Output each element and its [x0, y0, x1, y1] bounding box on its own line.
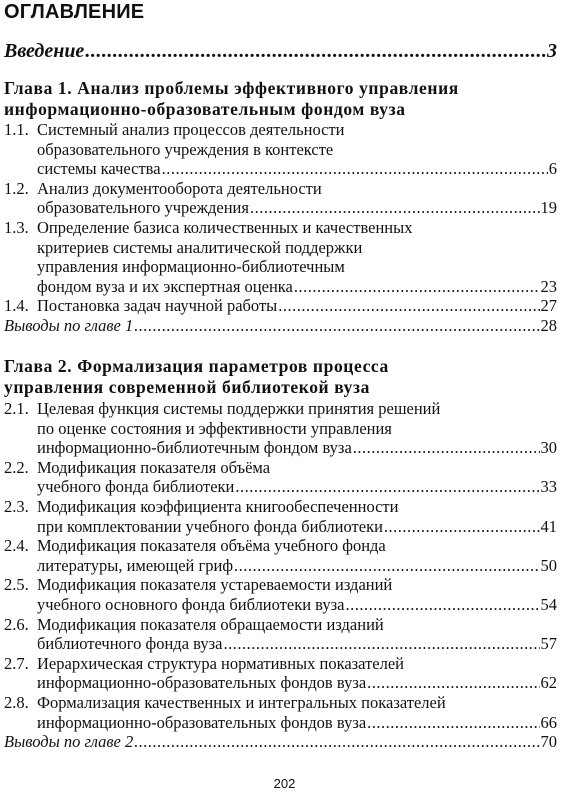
section-title-line: образовательного учреждения	[37, 198, 249, 218]
section-page: 27	[540, 296, 557, 316]
chapter-2-title-line: управления современной библиотекой вуза	[4, 377, 370, 397]
section-title-line: критериев системы аналитической поддержки	[37, 237, 363, 257]
dot-leader	[384, 517, 540, 537]
section-title-line: образовательного учреждения в контексте	[37, 139, 334, 159]
dot-leader	[367, 713, 539, 733]
section-title-line: по оценке состояния и эффективности управления	[37, 418, 392, 438]
section-title-line: библиотечного фонда вуза	[37, 634, 223, 654]
chapter-2-title	[4, 356, 559, 398]
summary-label: Выводы по главе 1	[4, 315, 134, 335]
section-title-line: Модификация показателя обращаемости изданий	[37, 614, 384, 634]
section-title-line: информационно-библиотечным фондом вуза	[37, 438, 352, 458]
summary-label: Выводы по главе 2	[4, 732, 134, 752]
summary-page: 70	[540, 732, 557, 752]
section-title-line: учебного основного фонда библиотеки вуза	[37, 594, 345, 614]
section-number: 1.2.	[4, 178, 29, 198]
section-title-line: при комплектовании учебного фонда библиотеки	[37, 516, 383, 536]
section-title-line: литературы, имеющей гриф	[37, 555, 234, 575]
section-title-line: Модификация показателя устареваемости изданий	[37, 575, 393, 595]
section-number: 1.4.	[4, 296, 29, 316]
toc-entry-2-7[interactable]	[4, 654, 557, 693]
dot-leader	[235, 477, 539, 497]
section-title-line: Постановка задач научной работы	[37, 296, 278, 316]
toc-intro-entry[interactable]	[4, 40, 557, 63]
dot-leader	[353, 438, 540, 458]
toc-entry-2-5[interactable]	[4, 575, 557, 614]
section-number: 2.1.	[4, 399, 29, 418]
section-number: 2.7.	[4, 653, 29, 673]
toc-entry-2-8[interactable]	[4, 693, 557, 732]
toc-entry-2-2[interactable]	[4, 458, 557, 497]
page-number: 202	[273, 776, 296, 791]
section-title-line: фондом вуза и их экспертная оценка	[37, 276, 293, 296]
section-number: 2.6.	[4, 614, 29, 634]
toc-entry-2-6[interactable]	[4, 615, 557, 654]
toc-summary-chapter-2[interactable]	[4, 732, 557, 752]
section-number: 1.1.	[4, 120, 29, 139]
toc-heading: ОГЛАВЛЕНИЕ	[4, 1, 145, 23]
intro-page: 3	[547, 40, 557, 62]
section-title-line: информационно-образовательных фондов вуза	[37, 712, 367, 732]
section-page: 19	[540, 198, 557, 218]
section-page: 66	[540, 712, 557, 732]
section-title-line: Анализ документооборота деятельности	[37, 178, 322, 198]
toc-entry-1-2[interactable]	[4, 179, 557, 218]
toc-entry-1-1[interactable]	[4, 120, 557, 179]
section-title-line: системы качества	[37, 159, 161, 179]
dot-leader	[250, 198, 540, 218]
section-title-line: Модификация показателя объёма	[37, 457, 271, 477]
dot-leader	[367, 673, 539, 693]
dot-leader	[162, 159, 548, 179]
section-page: 30	[540, 438, 557, 458]
section-page: 33	[540, 477, 557, 497]
summary-page: 28	[540, 315, 557, 335]
section-number: 2.5.	[4, 575, 29, 595]
section-page: 50	[540, 555, 557, 575]
toc-entry-2-4[interactable]	[4, 536, 557, 575]
toc-entry-2-3[interactable]	[4, 497, 557, 536]
section-title-line: Системный анализ процессов деятельности	[37, 120, 345, 139]
chapter-1-title-line: Глава 1. Анализ проблемы эффективного управления	[4, 78, 459, 98]
dot-leader	[278, 296, 539, 316]
intro-label: Введение	[4, 40, 85, 62]
section-title-line: Модификация коэффициента книгообеспеченности	[37, 496, 399, 516]
toc-entry-1-4[interactable]	[4, 296, 557, 316]
dot-leader	[134, 732, 539, 752]
chapter-1-title-line: информационно-образовательным фондом вуза	[4, 99, 406, 119]
toc-entry-2-1[interactable]	[4, 399, 557, 458]
dot-leader	[234, 556, 539, 576]
toc-entry-1-3[interactable]	[4, 218, 557, 296]
dot-leader	[85, 40, 546, 63]
chapter-2-title-line: Глава 2. Формализация параметров процесса	[4, 356, 389, 376]
dot-leader	[134, 316, 539, 336]
section-title-line: Формализация качественных и интегральных показателей	[37, 692, 446, 712]
section-title-line: информационно-образовательных фондов вуза	[37, 673, 367, 693]
section-number: 2.3.	[4, 496, 29, 516]
section-page: 41	[540, 516, 557, 536]
dot-leader	[223, 634, 539, 654]
section-number: 2.4.	[4, 536, 29, 556]
chapter-2-entries	[4, 399, 557, 752]
section-number: 1.3.	[4, 217, 29, 237]
section-title-line: управления информационно-библиотечным	[37, 257, 345, 277]
section-page: 57	[540, 634, 557, 654]
chapter-1-title	[4, 78, 559, 120]
section-page: 23	[540, 276, 557, 296]
section-page: 54	[540, 594, 557, 614]
section-number: 2.8.	[4, 692, 29, 712]
section-page: 62	[540, 673, 557, 693]
section-title-line: Целевая функция системы поддержки принятия решений	[37, 399, 441, 418]
section-title-line: Иерархическая структура нормативных показателей	[37, 653, 404, 673]
section-number: 2.2.	[4, 457, 29, 477]
section-title-line: Определение базиса количественных и качественных	[37, 217, 413, 237]
section-page: 6	[548, 159, 557, 179]
chapter-1-entries	[4, 120, 557, 336]
toc-summary-chapter-1[interactable]	[4, 316, 557, 336]
section-title-line: учебного фонда библиотеки	[37, 477, 235, 497]
dot-leader	[294, 277, 540, 297]
section-title-line: Модификация показателя объёма учебного фонда	[37, 536, 386, 556]
dot-leader	[346, 595, 540, 615]
